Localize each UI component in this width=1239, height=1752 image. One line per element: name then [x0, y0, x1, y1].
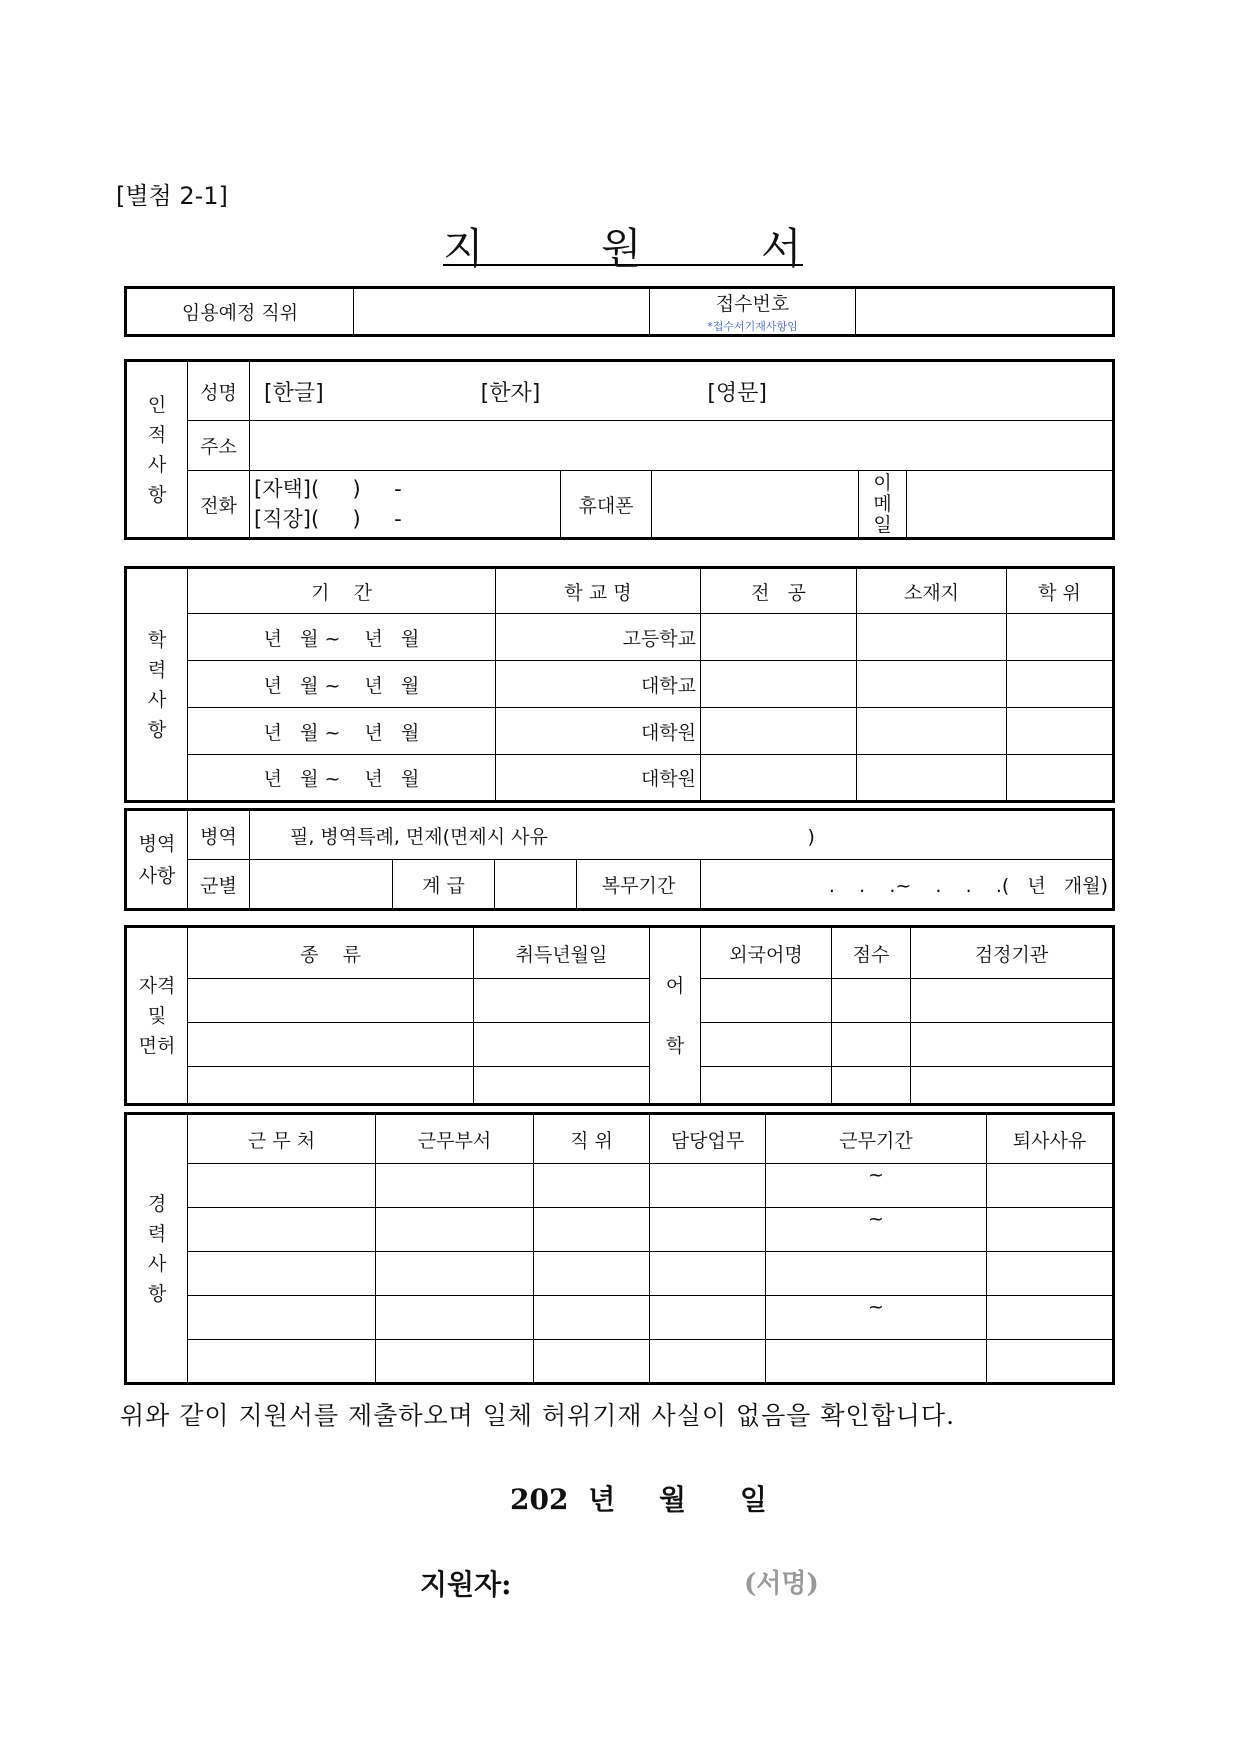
career-reason-1[interactable] [987, 1164, 1114, 1208]
table-row [126, 708, 1114, 755]
email-field[interactable] [907, 471, 1114, 539]
table-row [126, 755, 1114, 802]
career-header-position: 직 위 [534, 1114, 650, 1164]
career-period-3[interactable] [766, 1252, 987, 1296]
table-row [126, 1208, 1114, 1252]
table-row [126, 1023, 1114, 1067]
date-year: 202 [510, 1483, 569, 1516]
edu-school-2[interactable]: 대학교 [496, 661, 701, 708]
receipt-label: 접수번호 [715, 293, 790, 315]
lang-agency-3[interactable] [911, 1067, 1114, 1105]
license-date-3[interactable] [474, 1067, 650, 1105]
position-label: 임용예정 직위 [126, 288, 354, 336]
address-label: 주소 [188, 421, 250, 471]
mobile-label: 휴대폰 [561, 471, 652, 539]
career-dept-4[interactable] [376, 1296, 534, 1340]
career-position-2[interactable] [534, 1208, 650, 1252]
date-year-unit: 년 [588, 1483, 616, 1516]
table-row [126, 1340, 1114, 1384]
service-label: 병역 [188, 810, 250, 860]
phone-work: [직장]( ) - [254, 507, 402, 531]
license-type-2[interactable] [188, 1023, 474, 1067]
edu-period-3[interactable]: 년 월 ~ 년 월 [188, 708, 496, 755]
table-row [126, 1164, 1114, 1208]
edu-degree-2[interactable] [1007, 661, 1114, 708]
license-date-1[interactable] [474, 979, 650, 1023]
duration-field[interactable] [701, 860, 1114, 910]
title-char-1: 지 [443, 224, 484, 273]
career-duty-3[interactable] [650, 1252, 766, 1296]
title-char-3: 서 [761, 224, 802, 273]
lang-header-score: 점수 [832, 927, 911, 979]
lang-name-2[interactable] [701, 1023, 832, 1067]
lang-header-name: 외국어명 [701, 927, 832, 979]
attachment-label: [별첨 2-1] [116, 182, 228, 210]
career-position-4[interactable] [534, 1296, 650, 1340]
table-row [126, 979, 1114, 1023]
career-reason-5[interactable] [987, 1340, 1114, 1384]
license-section-label: 자격 및 면허 [126, 927, 188, 1105]
confirmation-statement: 위와 같이 지원서를 제출하오며 일체 허위기재 사실이 없음을 확인합니다. [120, 1401, 956, 1430]
career-company-2[interactable] [188, 1208, 376, 1252]
name-hanja: [한자] [480, 380, 541, 406]
edu-school-1[interactable]: 고등학교 [496, 614, 701, 661]
address-field[interactable] [250, 421, 1114, 471]
career-position-5[interactable] [534, 1340, 650, 1384]
license-type-1[interactable] [188, 979, 474, 1023]
license-header-type: 종 류 [188, 927, 474, 979]
edu-header-major: 전 공 [701, 568, 857, 614]
title-char-2: 원 [601, 224, 642, 273]
edu-location-3[interactable] [857, 708, 1007, 755]
signature-placeholder[interactable]: (서명) [744, 1569, 819, 1599]
career-reason-3[interactable] [987, 1252, 1114, 1296]
email-label: 이 메 일 [859, 471, 907, 539]
personal-table [124, 359, 1115, 540]
edu-period-1[interactable]: 년 월 ~ 년 월 [188, 614, 496, 661]
career-header-company: 근 무 처 [188, 1114, 376, 1164]
rank-label: 계 급 [393, 860, 495, 910]
phone-home: [자택]( ) - [254, 477, 402, 501]
phone-label: 전화 [188, 471, 250, 539]
career-header-dept: 근무부서 [376, 1114, 534, 1164]
applicant-label: 지원자: [420, 1568, 512, 1601]
edu-major-1[interactable] [701, 614, 857, 661]
table-row [126, 1067, 1114, 1105]
form-title [443, 212, 803, 273]
career-dept-2[interactable] [376, 1208, 534, 1252]
table-row [126, 661, 1114, 708]
career-company-4[interactable] [188, 1296, 376, 1340]
name-label: 성명 [188, 361, 250, 421]
branch-field[interactable] [250, 860, 393, 910]
license-type-3[interactable] [188, 1067, 474, 1105]
service-field[interactable] [250, 810, 1114, 860]
duration-label: 복무기간 [577, 860, 701, 910]
military-table [124, 808, 1115, 911]
receipt-note: *접수서기재사항임 [707, 320, 798, 333]
lang-name-1[interactable] [701, 979, 832, 1023]
mobile-field[interactable] [652, 471, 859, 539]
receipt-number-field[interactable] [856, 288, 1114, 336]
career-duty-4[interactable] [650, 1296, 766, 1340]
career-position-1[interactable] [534, 1164, 650, 1208]
career-period-1[interactable]: ~ [766, 1164, 987, 1208]
lang-score-2[interactable] [832, 1023, 911, 1067]
edu-header-school: 학 교 명 [496, 568, 701, 614]
service-options: 필, 병역특례, 면제(면제시 사유 ) [290, 825, 815, 848]
table-row [126, 1296, 1114, 1340]
name-english: [영문] [707, 380, 768, 406]
license-date-2[interactable] [474, 1023, 650, 1067]
date-line [510, 1478, 791, 1518]
career-period-2[interactable]: ~ [766, 1208, 987, 1252]
table-row [126, 614, 1114, 661]
duration-template: . . .~ . . .( 년 개월) [828, 874, 1108, 897]
career-dept-5[interactable] [376, 1340, 534, 1384]
edu-header-degree: 학 위 [1007, 568, 1114, 614]
lang-agency-1[interactable] [911, 979, 1114, 1023]
edu-degree-4[interactable] [1007, 755, 1114, 802]
receipt-label-cell [650, 288, 856, 336]
career-table [124, 1112, 1115, 1385]
branch-label: 군별 [188, 860, 250, 910]
edu-major-4[interactable] [701, 755, 857, 802]
rank-field[interactable] [495, 860, 577, 910]
career-dept-3[interactable] [376, 1252, 534, 1296]
career-period-4[interactable]: ~ [766, 1296, 987, 1340]
edu-location-4[interactable] [857, 755, 1007, 802]
license-table [124, 925, 1115, 1106]
date-month-unit: 월 [659, 1483, 687, 1516]
career-header-reason: 퇴사사유 [987, 1114, 1114, 1164]
career-company-3[interactable] [188, 1252, 376, 1296]
name-korean: [한글] [264, 380, 324, 406]
phone-field[interactable] [250, 471, 561, 539]
lang-name-3[interactable] [701, 1067, 832, 1105]
language-section-label: 어 학 [650, 927, 701, 1105]
edu-degree-1[interactable] [1007, 614, 1114, 661]
career-company-1[interactable] [188, 1164, 376, 1208]
edu-header-period: 기 간 [188, 568, 496, 614]
name-field[interactable] [250, 361, 1114, 421]
military-section-label: 병역 사항 [126, 810, 188, 910]
education-table [124, 566, 1115, 803]
edu-header-location: 소재지 [857, 568, 1007, 614]
personal-section-label: 인 적 사 항 [126, 361, 188, 539]
edu-school-4[interactable]: 대학원 [496, 755, 701, 802]
career-dept-1[interactable] [376, 1164, 534, 1208]
date-day-unit: 일 [739, 1483, 767, 1516]
career-duty-5[interactable] [650, 1340, 766, 1384]
edu-school-3[interactable]: 대학원 [496, 708, 701, 755]
edu-major-3[interactable] [701, 708, 857, 755]
career-period-5[interactable] [766, 1340, 987, 1384]
career-section-label: 경 력 사 항 [126, 1114, 188, 1384]
edu-major-2[interactable] [701, 661, 857, 708]
edu-period-2[interactable]: 년 월 ~ 년 월 [188, 661, 496, 708]
license-header-date: 취득년월일 [474, 927, 650, 979]
career-position-3[interactable] [534, 1252, 650, 1296]
career-reason-2[interactable] [987, 1208, 1114, 1252]
lang-agency-2[interactable] [911, 1023, 1114, 1067]
career-reason-4[interactable] [987, 1296, 1114, 1340]
career-duty-2[interactable] [650, 1208, 766, 1252]
edu-period-4[interactable]: 년 월 ~ 년 월 [188, 755, 496, 802]
table-row [126, 1252, 1114, 1296]
position-table [124, 286, 1115, 337]
position-field[interactable] [354, 288, 650, 336]
lang-score-3[interactable] [832, 1067, 911, 1105]
career-header-period: 근무기간 [766, 1114, 987, 1164]
career-duty-1[interactable] [650, 1164, 766, 1208]
edu-location-2[interactable] [857, 661, 1007, 708]
education-section-label: 학 력 사 항 [126, 568, 188, 802]
lang-score-1[interactable] [832, 979, 911, 1023]
lang-header-agency: 검정기관 [911, 927, 1114, 979]
career-header-duty: 담당업무 [650, 1114, 766, 1164]
career-company-5[interactable] [188, 1340, 376, 1384]
edu-location-1[interactable] [857, 614, 1007, 661]
edu-degree-3[interactable] [1007, 708, 1114, 755]
